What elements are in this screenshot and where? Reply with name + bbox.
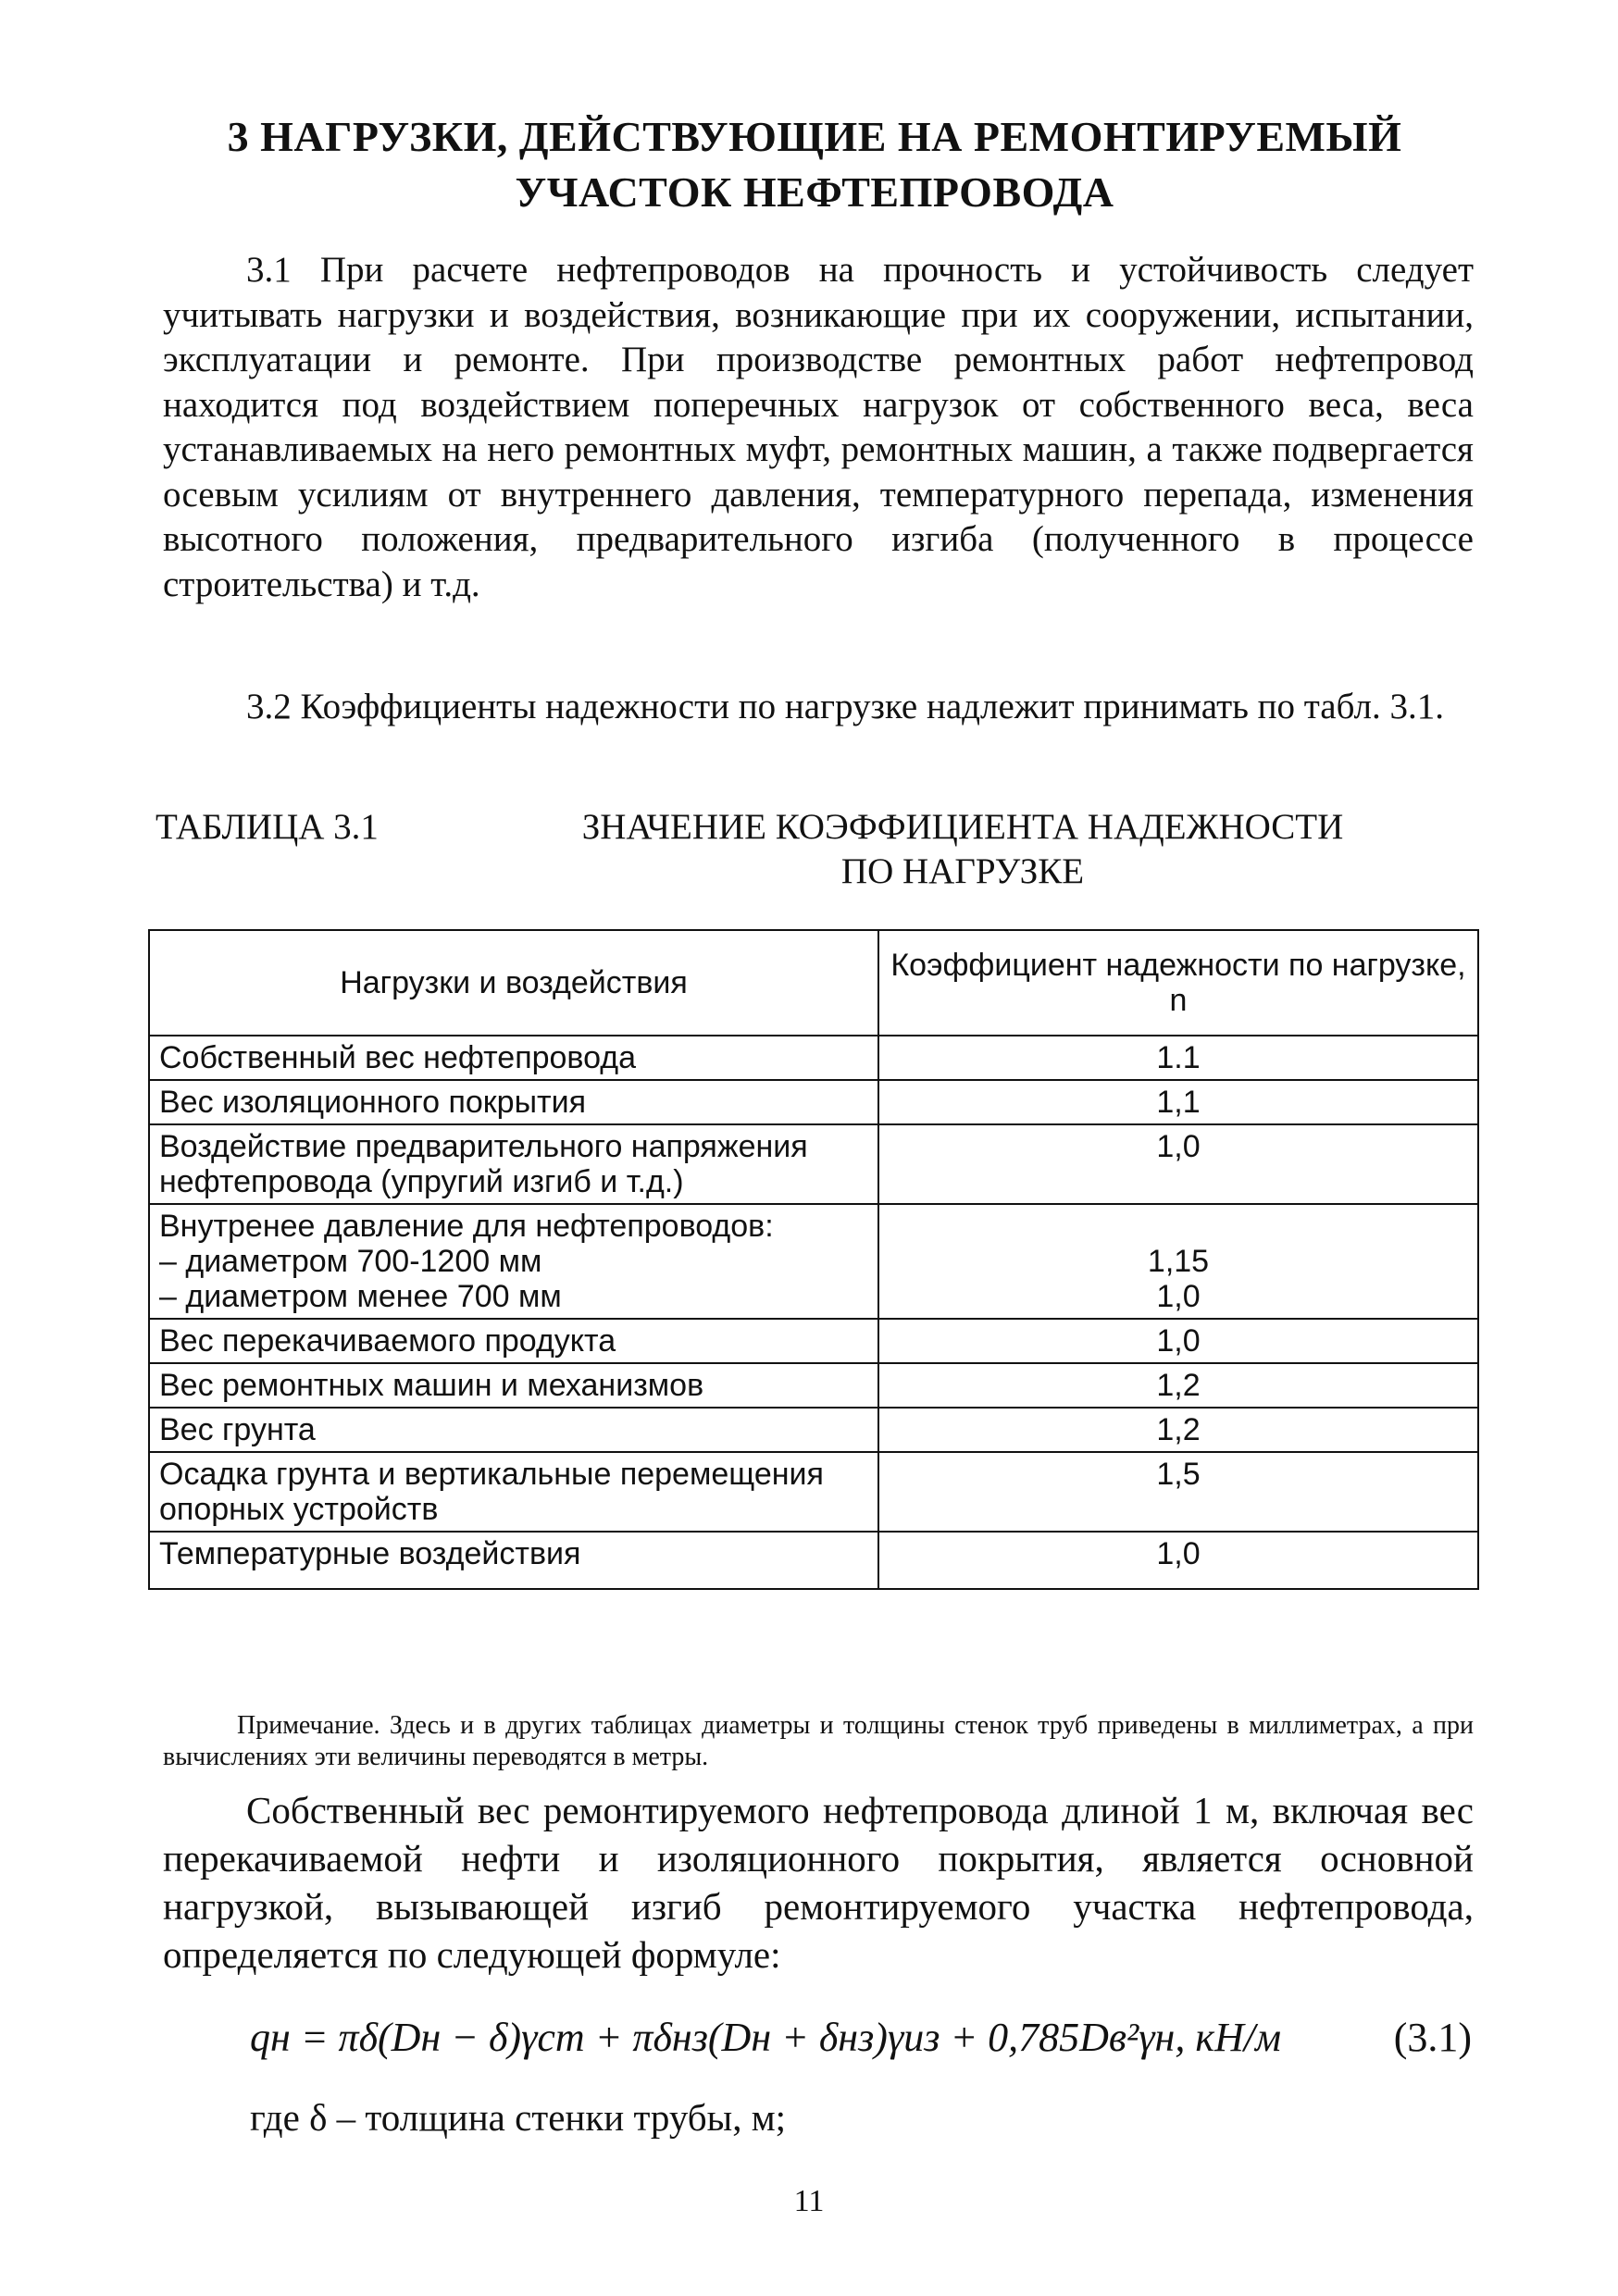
loads-table [148, 929, 1479, 1590]
load-cell: Осадка грунта и вертикальные перемещения опорных устройств [149, 1452, 878, 1532]
table-row [149, 1319, 1478, 1363]
value-cell: 1,0 [878, 1319, 1478, 1363]
paragraph-main: Собственный вес ремонтируемого нефтепровода длиной 1 м, включая вес перекачиваемой нефти и изоляционного покрытия, является основной нагрузкой, вызывающей изгиб ремонтируемого участка нефтепровода, определяется по следующей формуле: [163, 1789, 1474, 1976]
value-cell: 1.1 [878, 1036, 1478, 1080]
table-title-line1: ЗНАЧЕНИЕ КОЭФФИЦИЕНТА НАДЕЖНОСТИ [581, 807, 1344, 847]
load-cell: Вес перекачиваемого продукта [149, 1319, 878, 1363]
page-number: 11 [793, 2184, 825, 2218]
value-cell: 1,2 [878, 1363, 1478, 1408]
value-cell: 1,0 [878, 1124, 1478, 1204]
value-cell: 1,2 [878, 1408, 1478, 1452]
load-cell: Вес изоляционного покрытия [149, 1080, 878, 1124]
table-note: Примечание. Здесь и в других таблицах диаметры и толщины стенок труб приведены в миллиметрах, а при вычислениях эти величины переводятся в метры. [163, 1711, 1474, 1771]
value-cell-sub1: 1,15 [1147, 1244, 1210, 1279]
table-row [149, 1204, 1478, 1319]
header-coefficient: Коэффициент надежности по нагрузке, n [878, 930, 1478, 1036]
load-cell-main: Внутренее давление для нефтепроводов: [159, 1209, 774, 1244]
table-title [500, 805, 1425, 894]
table-row [149, 1124, 1478, 1204]
load-cell: Температурные воздействия [149, 1532, 878, 1589]
formula-3-1 [250, 2010, 1472, 2066]
value-cell: 1,0 [878, 1532, 1478, 1589]
table-row [149, 1363, 1478, 1408]
table-row [149, 1036, 1478, 1080]
where-line: где δ – толщина стенки трубы, м; [250, 2096, 787, 2139]
load-cell: Вес грунта [149, 1408, 878, 1452]
table-row [149, 1452, 1478, 1532]
value-cell: 1,5 [878, 1452, 1478, 1532]
load-cell: Вес ремонтных машин и механизмов [149, 1363, 878, 1408]
load-cell-sub1: – диаметром 700-1200 мм [159, 1244, 542, 1279]
header-load: Нагрузки и воздействия [149, 930, 878, 1036]
section-heading [157, 109, 1472, 220]
load-cell: Собственный вес нефтепровода [149, 1036, 878, 1080]
value-cell-sub2: 1,0 [1156, 1279, 1201, 1314]
load-cell-sub2: – диаметром менее 700 мм [159, 1279, 562, 1314]
paragraph-3-2: 3.2 Коэффициенты надежности по нагрузке надлежит принимать по табл. 3.1. [246, 687, 1444, 726]
load-cell [149, 1204, 878, 1319]
section-heading-line1: 3 НАГРУЗКИ, ДЕЙСТВУЮЩИЕ НА РЕМОНТИРУЕМЫЙ [227, 113, 1402, 160]
load-cell: Воздействие предварительного напряжения нефтепровода (упругий изгиб и т.д.) [149, 1124, 878, 1204]
formula-expression: qн = πδ(Dн − δ)γст + πδнз(Dн + δнз)γиз + 0,785Dв²γн, кН/м [250, 2015, 1282, 2060]
table-label: ТАБЛИЦА 3.1 [156, 807, 379, 847]
table-row [149, 1080, 1478, 1124]
paragraph-3-1: 3.1 При расчете нефтепроводов на прочность и устойчивость следует учитывать нагрузки и воздействия, возникающие при их сооружении, испытании, эксплуатации и ремонте. При производстве ремонтных работ нефтепровод находится под воздействием поперечных нагрузок от собственного веса, веса устанавливаемых на него ремонтных муфт, ремонтных машин, а также подвергается осевым усилиям от внутреннего давления, температурного перепада, изменения высотного положения, предварительного изгиба (полученного в процессе строительства) и т.д. [163, 250, 1474, 604]
formula-number: (3.1) [1393, 2015, 1472, 2060]
value-cell: 1,1 [878, 1080, 1478, 1124]
table-row [149, 1532, 1478, 1589]
section-heading-line2: УЧАСТОК НЕФТЕПРОВОДА [515, 168, 1114, 216]
value-cell [878, 1204, 1478, 1319]
table-header-row [149, 930, 1478, 1036]
table-title-line2: ПО НАГРУЗКЕ [840, 851, 1085, 891]
table-row [149, 1408, 1478, 1452]
